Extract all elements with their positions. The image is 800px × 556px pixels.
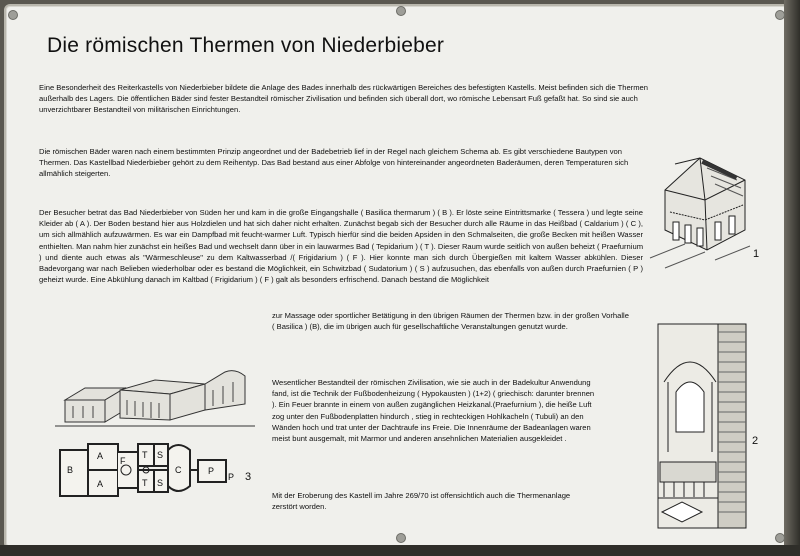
paragraph-heating: Wesentlicher Bestandteil der römischen Zivilisation, wie sie auch in der Badekultur Anwendung fand, ist die Technik der Fußbodenheizung ( Hypokausten ) (1+2) ( griechisch: darunter brennen ). Ein Feuer brannte in einem von außen zugänglichen Heizkanal.(Praefurnium ), die heiße Luft zog unter den Fußbodenplatten hindurch , stieg in rechteckigen Hohlkacheln ( Tubuli) an den Wänden hoch und trat unter der Dachtraufe ins Freie. Die Innenräume der Badeanlagen waren meist bunt ausgemalt, mit Marmor und anderen ansehnlichen Materialien ausgekleidet . — [272, 378, 595, 444]
bath-reconstruction-sketch — [55, 360, 255, 430]
sign-title: Die römischen Thermen von Niederbieber — [47, 34, 445, 57]
bath-interior-illustration — [656, 322, 748, 530]
plan-label-s1: S — [157, 450, 164, 460]
paragraph-intro: Eine Besonderheit des Reiterkastells von Niederbieber bildete die Anlage des Bades innerhalb des rückwärtigen Bereiches des befestigten Kastells. Meist befinden sich die Thermen außerhalb des Lagers. Die öffentlichen Bäder sind fester Bestandteil römischer Zivilisation und befinden sich überall dort, wo römische Lebensart Fuß gefaßt hat. So sind sie auch unverzichtbarer Bestandteil von militärischen Einrichtungen. — [39, 83, 648, 115]
plan-label-f: F — [120, 456, 126, 466]
paragraph-visitor-cont: zur Massage oder sportlicher Betätigung in den übrigen Räumen der Thermen bzw. in der großen Vorhalle ( Basilica ) (B), die im übrigen auch für gesellschaftliche Veranstaltungen genutzt wurde. — [272, 311, 629, 332]
screw-top-right — [775, 10, 785, 20]
screw-bottom-right — [775, 533, 785, 543]
figure-1-label: 1 — [753, 248, 760, 260]
plan-label-t2: T — [142, 478, 148, 488]
floor-plan — [58, 440, 238, 500]
plan-label-a1: A — [97, 451, 104, 461]
hypocaust-illustration — [645, 150, 755, 270]
plan-label-c: C — [175, 465, 182, 475]
paragraph-visitor: Der Besucher betrat das Bad Niederbieber von Süden her und kam in die große Eingangshalle ( Basilica thermarum ) ( B ). Er löste seine Eintrittsmarke ( Tessera ) und legte seine Kleider ab ( A ). Der Boden bestand hier aus Holzdielen und hat sich daher nicht erhalten. Zunächst begab sich der Besucher durch alle Räume in das Heißbad ( Caldarium ) ( C ), um sich allmählich aufzuwärmen. Es war ein Dampfbad mit feucht-warmer Luft. Typisch hierfür sind die beiden Apsiden in den Schmalseiten, die große Becken mit heißen Wasser enthielten. Man nahm hier zunächst ein heißes Bad und wechselt dann über in ein lauwarmes Bad ( Tepidarium ) ( T ). Dieser Raum wurde seitlich von außen beheizt ( Praefurnium ) und diente auch etwas als "Wärmeschleuse" zu dem Kaltwasserbad /( Frigidarium ) ( F ). Hier konnte man sich durch Übergießen mit kaltem Wasser abkühlen. Dieser Badevorgang war nach Belieben wiederholbar oder es bestand die Möglichkeit, ein Schwitzbad ( Sudatorium ) ( S ) aufzusuchen, das ebenfalls von außen durch Praefurnien ( P ) geheizt wurde. Eine Abkühlung danach im Kaltbad ( Frigidarium ) ( F ) galt als besonders erfrischend. Danach bestand die Möglichkeit — [39, 208, 644, 285]
figure-3-label: 3 — [245, 471, 252, 483]
paragraph-conquest: Mit der Eroberung des Kastell im Jahre 269/70 ist offensichtlich auch die Thermenanlage zerstört worden. — [272, 491, 571, 512]
screw-top — [396, 6, 406, 16]
screw-top-left — [8, 10, 18, 20]
screw-bottom — [396, 533, 406, 543]
board-edge — [784, 0, 800, 556]
board-bottom — [0, 545, 800, 556]
paragraph-types: Die römischen Bäder waren nach einem bestimmten Prinzip angeordnet und der Badebetrieb lief in der Regel nach gleichem Schema ab. Es gibt verschiedene Bautypen von Thermen. Das Kastellbad Niederbieber gehört zu dem Reihentyp. Das Bad bestand aus einer Abfolge von hintereinander angeordneten Baderäumen, deren Temperaturen sich allmählich steigerten. — [39, 147, 629, 179]
plan-label-t1: T — [142, 450, 148, 460]
plan-label-a2: A — [97, 479, 104, 489]
plan-label-p2: P — [228, 472, 235, 482]
plan-label-b: B — [67, 465, 74, 475]
figure-2-label: 2 — [752, 435, 759, 447]
plan-label-s2: S — [157, 478, 164, 488]
plan-label-p1: P — [208, 466, 215, 476]
